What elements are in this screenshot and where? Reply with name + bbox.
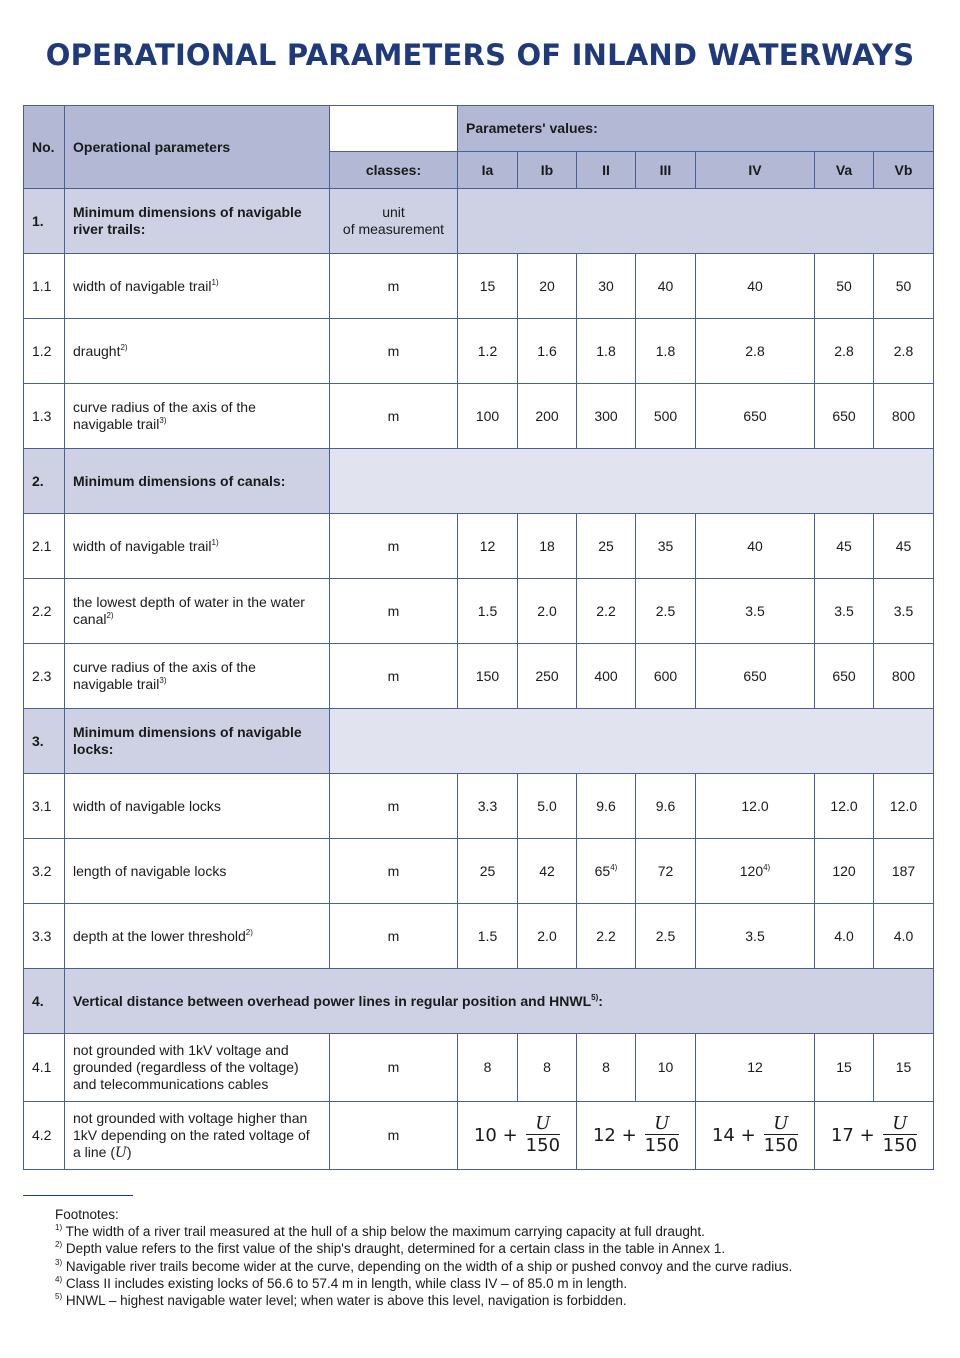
class-ib: Ib	[518, 152, 577, 189]
value-cell: 9.6	[577, 774, 636, 839]
value-cell: 45	[815, 514, 874, 579]
value-cell: 2.0	[518, 579, 577, 644]
value-cell: 650	[696, 644, 815, 709]
value-cell: 30	[577, 254, 636, 319]
formula-cell: 12 + $\frac{U}{150}$	[577, 1102, 696, 1170]
section-title-line: Minimum dimensions of navigable	[73, 724, 302, 740]
header-operational-parameters: Operational parameters	[65, 106, 330, 189]
row-label: depth at the lower threshold$^{2)}$	[65, 904, 330, 969]
value-cell: 12.0	[696, 774, 815, 839]
footnote-item: $^{3)}$ Navigable river trails become wider at the curve, depending on the width of a ship or pushed convoy and the curve radius.	[55, 1257, 793, 1274]
row-unit: m	[330, 384, 458, 449]
section-title: Minimum dimensions of canals:	[65, 449, 330, 514]
formula-cell: 17 + $\frac{U}{150}$	[815, 1102, 934, 1170]
value-cell: 150	[458, 644, 518, 709]
section-number: 1.	[24, 189, 65, 254]
formula-cell: 10 + $\frac{U}{150}$	[458, 1102, 577, 1170]
value-cell: 18	[518, 514, 577, 579]
footnote-divider	[23, 1195, 133, 1196]
value-cell: 3.5	[696, 904, 815, 969]
value-cell: 3.5	[874, 579, 934, 644]
section-title	[65, 189, 330, 254]
table-row	[24, 514, 934, 579]
table-row	[24, 904, 934, 969]
section-title-line: locks:	[73, 741, 114, 757]
footnotes	[55, 1206, 792, 1309]
value-cell: 3.5	[696, 579, 815, 644]
value-cell: 3.3	[458, 774, 518, 839]
table-row	[24, 1102, 934, 1170]
value-cell: 12.0	[815, 774, 874, 839]
value-cell: 600	[636, 644, 696, 709]
table-row	[24, 1034, 934, 1102]
value-cell: 25	[577, 514, 636, 579]
section-fill	[458, 189, 934, 254]
row-unit: m	[330, 904, 458, 969]
class-iv: IV	[696, 152, 815, 189]
value-cell: 50	[815, 254, 874, 319]
row-number: 3.1	[24, 774, 65, 839]
value-cell: 2.8	[815, 319, 874, 384]
value-cell: 8	[518, 1034, 577, 1102]
value-cell: 25	[458, 839, 518, 904]
row-unit: m	[330, 254, 458, 319]
section-number: 4.	[24, 969, 65, 1034]
header-no: No.	[24, 106, 65, 189]
value-cell: 2.5	[636, 579, 696, 644]
value-cell: 12	[458, 514, 518, 579]
row-label: curve radius of the axis of the navigable trail$^{3)}$	[65, 384, 330, 449]
value-cell: 72	[636, 839, 696, 904]
class-vb: Vb	[874, 152, 934, 189]
value-cell: 15	[815, 1034, 874, 1102]
row-number: 2.2	[24, 579, 65, 644]
value-cell: 120$^{4)}$	[696, 839, 815, 904]
value-cell: 15	[458, 254, 518, 319]
class-iii: III	[636, 152, 696, 189]
footnote-item: $^{2)}$ Depth value refers to the first value of the ship's draught, determined for a certain class in the table in Annex 1.	[55, 1240, 726, 1257]
row-unit: m	[330, 1034, 458, 1102]
value-cell: 45	[874, 514, 934, 579]
value-cell: 50	[874, 254, 934, 319]
section-title	[65, 709, 330, 774]
value-cell: 250	[518, 644, 577, 709]
value-cell: 5.0	[518, 774, 577, 839]
value-cell: 12	[696, 1034, 815, 1102]
row-label: width of navigable locks	[65, 774, 330, 839]
section-number: 2.	[24, 449, 65, 514]
table-row	[24, 579, 934, 644]
value-cell: 2.8	[874, 319, 934, 384]
row-label: draught$^{2)}$	[65, 319, 330, 384]
row-label: width of navigable trail$^{1)}$	[65, 254, 330, 319]
row-unit: m	[330, 774, 458, 839]
table-row	[24, 319, 934, 384]
value-cell: 2.2	[577, 579, 636, 644]
value-cell: 9.6	[636, 774, 696, 839]
unit-line: unit	[382, 204, 405, 220]
row-number: 3.3	[24, 904, 65, 969]
value-cell: 10	[636, 1034, 696, 1102]
value-cell: 1.5	[458, 904, 518, 969]
formula-cell: 14 + $\frac{U}{150}$	[696, 1102, 815, 1170]
section-fill	[330, 709, 934, 774]
table-row	[24, 839, 934, 904]
row-number: 1.1	[24, 254, 65, 319]
value-cell: 40	[696, 254, 815, 319]
row-label: length of navigable locks	[65, 839, 330, 904]
value-cell: 100	[458, 384, 518, 449]
page-title: OPERATIONAL PARAMETERS OF INLAND WATERWAYS	[45, 38, 915, 72]
table-row	[24, 774, 934, 839]
row-number: 1.3	[24, 384, 65, 449]
section-title-line: river trails:	[73, 221, 146, 237]
section-title-line: Minimum dimensions of navigable	[73, 204, 302, 220]
value-cell: 800	[874, 644, 934, 709]
value-cell: 120	[815, 839, 874, 904]
value-cell: 42	[518, 839, 577, 904]
value-cell: 2.0	[518, 904, 577, 969]
value-cell: 40	[696, 514, 815, 579]
class-ia: Ia	[458, 152, 518, 189]
value-cell: 187	[874, 839, 934, 904]
value-cell: 8	[458, 1034, 518, 1102]
row-unit: m	[330, 514, 458, 579]
table-row	[24, 254, 934, 319]
row-number: 2.1	[24, 514, 65, 579]
value-cell: 300	[577, 384, 636, 449]
value-cell: 1.5	[458, 579, 518, 644]
parameters-table	[23, 105, 934, 1170]
section-number: 3.	[24, 709, 65, 774]
value-cell: 15	[874, 1034, 934, 1102]
row-unit: m	[330, 579, 458, 644]
row-number: 4.1	[24, 1034, 65, 1102]
row-label: width of navigable trail$^{1)}$	[65, 514, 330, 579]
row-number: 4.2	[24, 1102, 65, 1170]
row-label: curve radius of the axis of the navigable trail$^{3)}$	[65, 644, 330, 709]
value-cell: 650	[696, 384, 815, 449]
table-row	[24, 644, 934, 709]
value-cell: 650	[815, 384, 874, 449]
value-cell: 2.2	[577, 904, 636, 969]
row-unit: m	[330, 839, 458, 904]
value-cell: 650	[815, 644, 874, 709]
value-cell: 2.5	[636, 904, 696, 969]
value-cell: 4.0	[874, 904, 934, 969]
row-label: not grounded with voltage higher than 1kV depending on the rated voltage of a line (U)	[65, 1102, 330, 1170]
value-cell: 400	[577, 644, 636, 709]
value-cell: 35	[636, 514, 696, 579]
header-blank-cell	[330, 106, 458, 152]
value-cell: 2.8	[696, 319, 815, 384]
footnotes-heading: Footnotes:	[55, 1207, 119, 1222]
row-number: 2.3	[24, 644, 65, 709]
value-cell: 20	[518, 254, 577, 319]
class-ii: II	[577, 152, 636, 189]
value-cell: 12.0	[874, 774, 934, 839]
unit-line: of measurement	[342, 221, 445, 237]
footnote-item: $^{1)}$ The width of a river trail measured at the hull of a ship below the maximum carrying capacity at full draught.	[55, 1223, 705, 1240]
row-unit: m	[330, 644, 458, 709]
value-cell: 800	[874, 384, 934, 449]
value-cell: 8	[577, 1034, 636, 1102]
table-row	[24, 384, 934, 449]
value-cell: 1.8	[636, 319, 696, 384]
section-fill	[330, 449, 934, 514]
unit-of-measurement-header	[330, 189, 458, 254]
row-label: not grounded with 1kV voltage and grounded (regardless of the voltage) and telecommunications cables	[65, 1034, 330, 1102]
section-title: Vertical distance between overhead power lines in regular position and HNWL$^{5)}$:	[65, 969, 934, 1034]
row-unit: m	[330, 319, 458, 384]
value-cell: 200	[518, 384, 577, 449]
header-classes-label: classes:	[330, 152, 458, 189]
value-cell: 4.0	[815, 904, 874, 969]
value-cell: 65$^{4)}$	[577, 839, 636, 904]
row-unit: m	[330, 1102, 458, 1170]
value-cell: 3.5	[815, 579, 874, 644]
footnote-item: $^{4)}$ Class II includes existing locks of 56.6 to 57.4 m in length, while class IV – of 85.0 m in length.	[55, 1274, 628, 1291]
value-cell: 1.6	[518, 319, 577, 384]
value-cell: 1.8	[577, 319, 636, 384]
row-label: the lowest depth of water in the water canal$^{2)}$	[65, 579, 330, 644]
class-va: Va	[815, 152, 874, 189]
row-number: 1.2	[24, 319, 65, 384]
row-number: 3.2	[24, 839, 65, 904]
value-cell: 40	[636, 254, 696, 319]
value-cell: 1.2	[458, 319, 518, 384]
value-cell: 500	[636, 384, 696, 449]
footnote-item: $^{5)}$ HNWL – highest navigable water level; when water is above this level, navigation is forbidden.	[55, 1292, 627, 1309]
header-parameters-values: Parameters' values:	[458, 106, 934, 152]
